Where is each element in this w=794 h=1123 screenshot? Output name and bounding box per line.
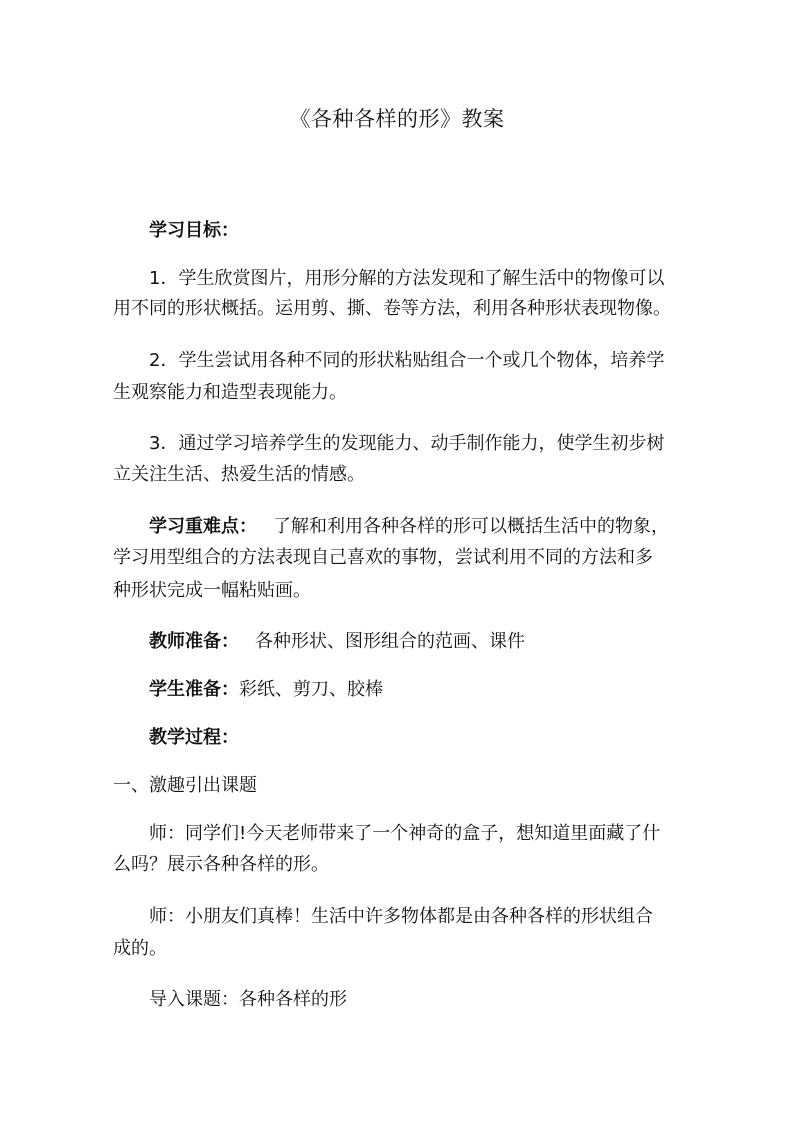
- teacher-prep-line: [149, 629, 719, 655]
- objective-1-line-2: 用不同的形状概括。运用剪、撕、卷等方法，利用各种形状表现物像。: [113, 298, 671, 319]
- process-heading: 教学过程：: [149, 727, 239, 748]
- student-prep-value: 彩纸、剪刀、胶棒: [239, 679, 383, 700]
- process-paragraph-2-line-2: 成的。: [113, 938, 167, 959]
- process-paragraph-1-line-2: 么吗？展示各种各样的形。: [113, 854, 329, 875]
- process-paragraph-2-line-1: 师：小朋友们真棒！生活中许多物体都是由各种各样的形状组合: [149, 906, 653, 927]
- objectives-heading: 学习目标：: [149, 220, 239, 241]
- process-intro-line: 导入课题：各种各样的形: [149, 989, 347, 1010]
- key-points-line-2: 学习用型组合的方法表现自己喜欢的事物，尝试利用不同的方法和多: [113, 547, 653, 568]
- key-points-label: 学习重难点：: [149, 516, 257, 537]
- objective-2-line-2: 生观察能力和造型表现能力。: [113, 382, 347, 403]
- key-points-text-1: 了解和利用各种各样的形可以概括生活中的物象，: [273, 516, 669, 537]
- key-points-line-3: 种形状完成一幅粘贴画。: [113, 580, 311, 601]
- process-paragraph-1-line-1: 师：同学们!今天老师带来了一个神奇的盒子，想知道里面藏了什: [149, 823, 661, 844]
- objective-1-line-1: 1．学生欣赏图片，用形分解的方法发现和了解生活中的物像可以: [149, 268, 665, 289]
- teacher-prep-value: 各种形状、图形组合的范画、课件: [255, 631, 525, 652]
- process-section-1: 一、激趣引出课题: [113, 775, 257, 796]
- key-points-first-line: [149, 514, 719, 540]
- teacher-prep-label: 教师准备：: [149, 631, 239, 652]
- objective-3-line-2: 立关注生活、热爱生活的情感。: [113, 464, 365, 485]
- student-prep-label: 学生准备：: [149, 679, 239, 700]
- document-title: 《各种各样的形》教案: [289, 107, 505, 131]
- objective-2-line-1: 2．学生尝试用各种不同的形状粘贴组合一个或几个物体，培养学: [149, 350, 665, 371]
- student-prep-line: [149, 677, 719, 703]
- objective-3-line-1: 3．通过学习培养学生的发现能力、动手制作能力，使学生初步树: [149, 433, 665, 454]
